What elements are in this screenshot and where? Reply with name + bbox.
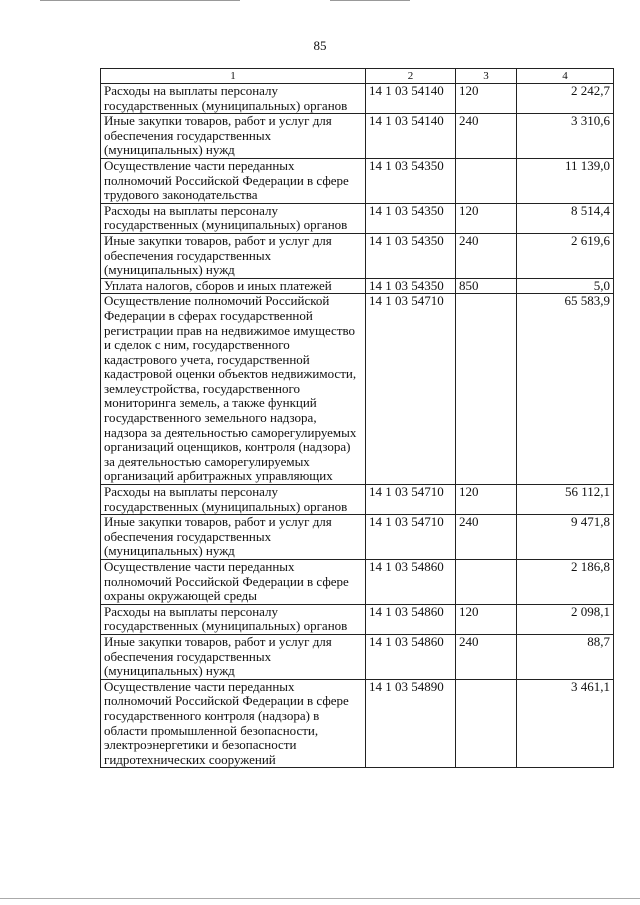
column-number: 3 [456,69,517,84]
column-number-row [101,69,614,84]
column-number: 2 [366,69,456,84]
budget-table [100,68,614,768]
row-type-cell: 240 [456,515,517,560]
row-code-cell: 14 1 03 54860 [366,560,456,605]
row-type-cell [456,294,517,485]
scan-top-edge [40,0,240,1]
table-row [101,679,614,768]
row-code-cell: 14 1 03 54710 [366,515,456,560]
scan-bottom-edge [0,898,640,899]
table-row [101,515,614,560]
table-row [101,560,614,605]
row-name-cell: Осуществление части переданных полномочий Российской Федерации в сфере охраны окружающей среды [101,560,366,605]
row-type-cell [456,679,517,768]
table-row [101,634,614,679]
row-amount-cell: 5,0 [517,278,614,294]
row-name-cell: Иные закупки товаров, работ и услуг для обеспечения государственных (муниципальных) нужд [101,634,366,679]
row-code-cell: 14 1 03 54350 [366,233,456,278]
table-row [101,114,614,159]
row-code-cell: 14 1 03 54140 [366,114,456,159]
row-name-cell: Уплата налогов, сборов и иных платежей [101,278,366,294]
table-row [101,294,614,485]
table-row [101,158,614,203]
row-amount-cell: 2 186,8 [517,560,614,605]
row-amount-cell: 56 112,1 [517,485,614,515]
row-type-cell: 120 [456,84,517,114]
row-type-cell: 240 [456,634,517,679]
row-amount-cell: 2 619,6 [517,233,614,278]
row-code-cell: 14 1 03 54350 [366,158,456,203]
table-row [101,84,614,114]
row-code-cell: 14 1 03 54350 [366,203,456,233]
scan-top-edge [330,0,410,1]
row-code-cell: 14 1 03 54350 [366,278,456,294]
table-row [101,203,614,233]
row-amount-cell: 11 139,0 [517,158,614,203]
row-code-cell: 14 1 03 54710 [366,294,456,485]
row-name-cell: Иные закупки товаров, работ и услуг для обеспечения государственных (муниципальных) нужд [101,515,366,560]
column-number: 1 [101,69,366,84]
table-row [101,485,614,515]
row-name-cell: Расходы на выплаты персоналу государственных (муниципальных) органов [101,203,366,233]
column-number: 4 [517,69,614,84]
row-amount-cell: 8 514,4 [517,203,614,233]
table-row [101,233,614,278]
row-type-cell: 240 [456,114,517,159]
row-name-cell: Расходы на выплаты персоналу государственных (муниципальных) органов [101,604,366,634]
row-code-cell: 14 1 03 54140 [366,84,456,114]
row-amount-cell: 2 242,7 [517,84,614,114]
row-code-cell: 14 1 03 54860 [366,604,456,634]
row-type-cell: 120 [456,203,517,233]
row-amount-cell: 3 310,6 [517,114,614,159]
row-amount-cell: 88,7 [517,634,614,679]
row-type-cell: 120 [456,485,517,515]
row-name-cell: Расходы на выплаты персоналу государственных (муниципальных) органов [101,84,366,114]
row-amount-cell: 3 461,1 [517,679,614,768]
row-name-cell: Осуществление части переданных полномочий Российской Федерации в сфере трудового законодательства [101,158,366,203]
row-type-cell: 120 [456,604,517,634]
table-row [101,604,614,634]
row-code-cell: 14 1 03 54890 [366,679,456,768]
row-name-cell: Осуществление полномочий Российской Федерации в сферах государственной регистрации прав на недвижимое имущество и сделок с ним, государственного кадастрового учета, государственной кадастровой оценки объектов недвижимости, землеустройства, государственного мониторинга земель, а также функций государственного земельного надзора, надзора за деятельностью саморегулируемых организаций оценщиков, контроля (надзора) за деятельностью саморегулируемых организаций арбитражных управляющих [101,294,366,485]
row-code-cell: 14 1 03 54710 [366,485,456,515]
row-name-cell: Иные закупки товаров, работ и услуг для обеспечения государственных (муниципальных) нужд [101,233,366,278]
row-amount-cell: 9 471,8 [517,515,614,560]
row-amount-cell: 2 098,1 [517,604,614,634]
row-type-cell: 850 [456,278,517,294]
row-type-cell [456,560,517,605]
row-name-cell: Расходы на выплаты персоналу государственных (муниципальных) органов [101,485,366,515]
row-type-cell [456,158,517,203]
row-amount-cell: 65 583,9 [517,294,614,485]
table-body [101,84,614,768]
row-name-cell: Иные закупки товаров, работ и услуг для обеспечения государственных (муниципальных) нужд [101,114,366,159]
row-code-cell: 14 1 03 54860 [366,634,456,679]
row-type-cell: 240 [456,233,517,278]
page-number: 85 [313,38,327,53]
table-row [101,278,614,294]
row-name-cell: Осуществление части переданных полномочий Российской Федерации в сфере государственного контроля (надзора) в области промышленной безопасности, электроэнергетики и безопасности гидротехнических сооружений [101,679,366,768]
